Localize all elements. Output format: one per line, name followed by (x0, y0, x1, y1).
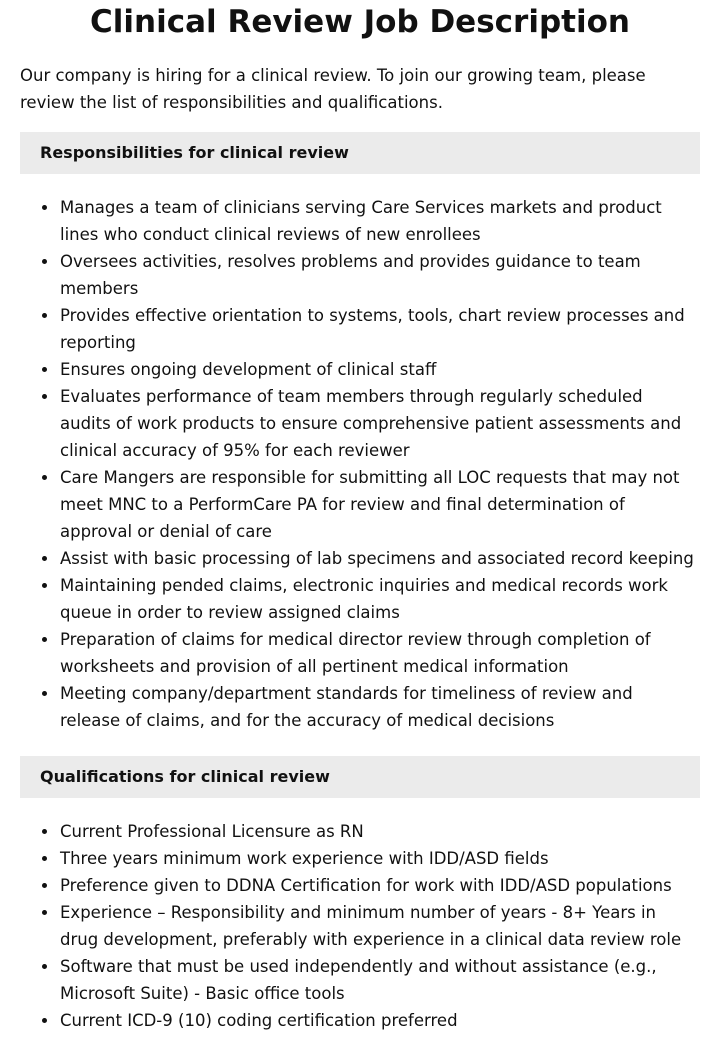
list-item: Software that must be used independently and without assistance (e.g., Microsoft Suite) - Basic office tools (60, 953, 700, 1007)
intro-paragraph: Our company is hiring for a clinical review. To join our growing team, please review the list of responsibilities and qualifications. (20, 66, 646, 112)
list-item: Provides effective orientation to systems, tools, chart review processes and reporting (60, 302, 700, 356)
list-item: Care Mangers are responsible for submitting all LOC requests that may not meet MNC to a PerformCare PA for review and final determination of approval or denial of care (60, 464, 700, 545)
list-item: Oversees activities, resolves problems and provides guidance to team members (60, 248, 700, 302)
list-item: Manages a team of clinicians serving Care Services markets and product lines who conduct clinical reviews of new enrollees (60, 194, 700, 248)
list-item: Meeting company/department standards for timeliness of review and release of claims, and for the accuracy of medical decisions (60, 680, 700, 734)
qualifications-list (20, 818, 700, 1034)
list-item: Preparation of claims for medical director review through completion of worksheets and provision of all pertinent medical information (60, 626, 700, 680)
list-item: Experience – Responsibility and minimum number of years - 8+ Years in drug development, preferably with experience in a clinical data review role (60, 899, 700, 953)
list-item: Assist with basic processing of lab specimens and associated record keeping (60, 545, 700, 572)
responsibilities-list (20, 194, 700, 734)
responsibilities-heading: Responsibilities for clinical review (20, 132, 700, 174)
list-item: Evaluates performance of team members through regularly scheduled audits of work products to ensure comprehensive patient assessments and clinical accuracy of 95% for each reviewer (60, 383, 700, 464)
list-item: Preference given to DDNA Certification for work with IDD/ASD populations (60, 872, 700, 899)
qualifications-heading: Qualifications for clinical review (20, 756, 700, 798)
list-item: Current Professional Licensure as RN (60, 818, 700, 845)
page-title: Clinical Review Job Description (90, 4, 630, 40)
list-item: Maintaining pended claims, electronic inquiries and medical records work queue in order to review assigned claims (60, 572, 700, 626)
list-item: Current ICD-9 (10) coding certification preferred (60, 1007, 700, 1034)
list-item: Ensures ongoing development of clinical staff (60, 356, 700, 383)
list-item: Three years minimum work experience with IDD/ASD fields (60, 845, 700, 872)
